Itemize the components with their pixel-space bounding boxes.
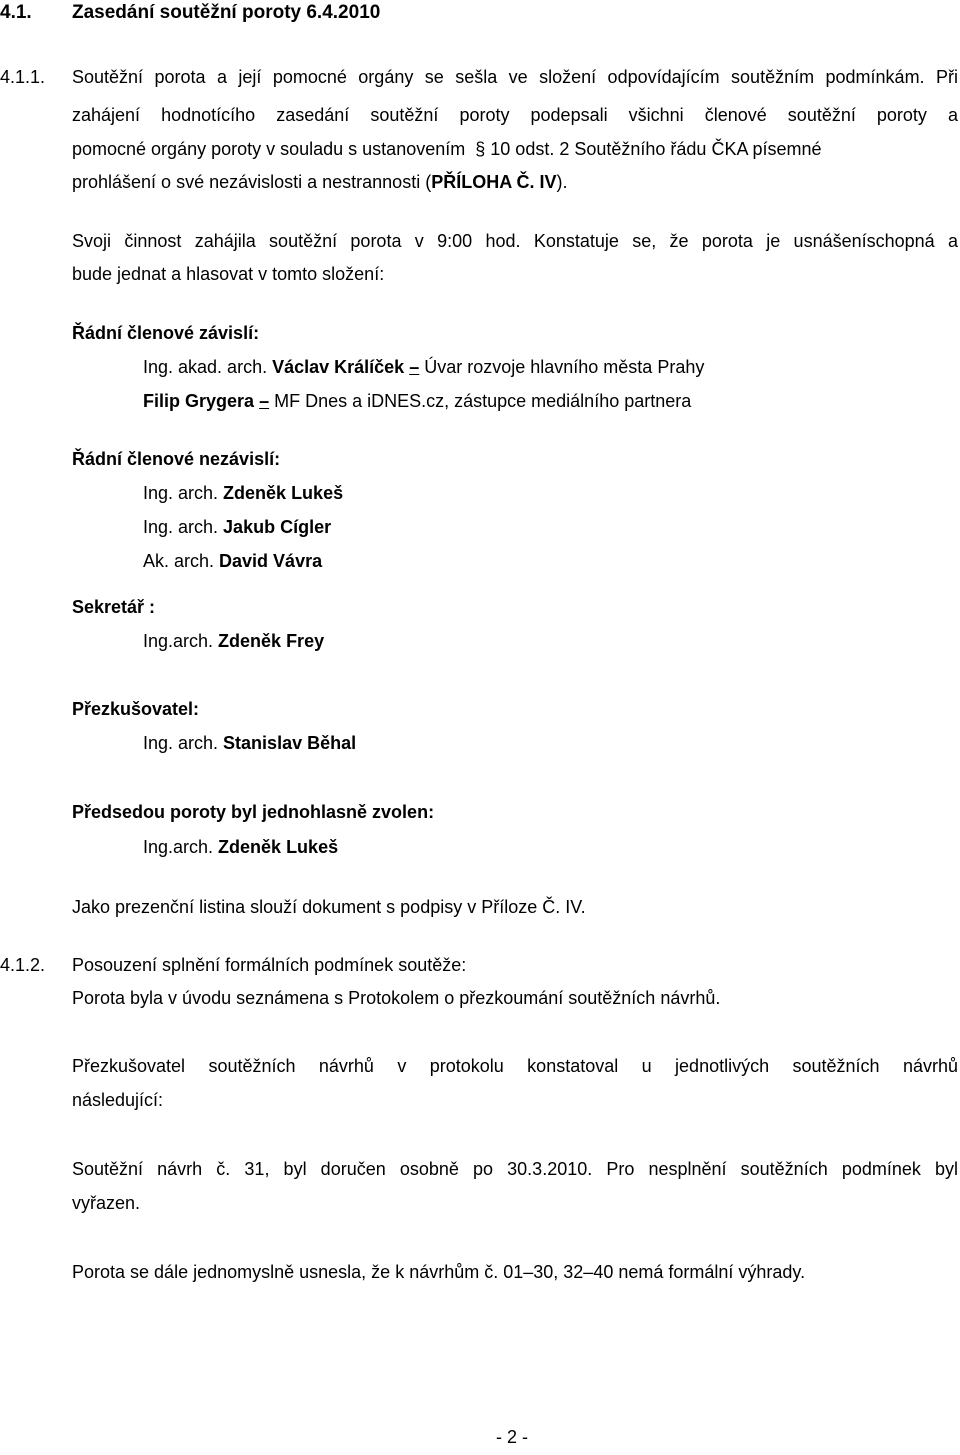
paragraph-line: zahájení hodnotícího zasedání soutěžní poroty podepsali všichni členové soutěžní poroty a (72, 105, 958, 125)
chair-label: Předsedou poroty byl jednohlasně zvolen: (72, 802, 435, 822)
member-row (143, 732, 356, 754)
subsection-number: 4.1.2. (0, 955, 46, 975)
paragraph-line: Svoji činnost zahájila soutěžní porota v 9:00 hod. Konstatuje se, že porota je usnášeníschopná a (72, 231, 958, 251)
member-row (143, 550, 322, 572)
member-row (143, 482, 343, 504)
reviewer-label: Přezkušovatel: (72, 699, 200, 719)
member-title: Ing.arch. (143, 837, 219, 857)
subsection-title: Posouzení splnění formálních podmínek soutěže: (72, 955, 467, 975)
member-name: Václav Králíček (272, 357, 405, 377)
member-title: Ing. arch. (143, 733, 224, 753)
paragraph-line: Soutěžní návrh č. 31, byl doručen osobně po 30.3.2010. Pro nesplnění soutěžních podmínek byl (72, 1159, 958, 1179)
subsection-number: 4.1.1. (0, 67, 46, 87)
member-name: Stanislav Běhal (223, 733, 357, 753)
member-title: Ing. arch. (143, 483, 224, 503)
line-text: pomocné orgány poroty v souladu s ustanovením (72, 139, 466, 159)
paragraph-line (72, 138, 822, 160)
member-title: Ing. akad. arch. (143, 357, 273, 377)
dash: – (409, 357, 420, 377)
member-name: Zdeněk Lukeš (223, 483, 344, 503)
paragraph-line: Soutěžní porota a její pomocné orgány se sešla ve složení odpovídajícím soutěžním podmínkám. Při (72, 67, 958, 87)
dash: – (259, 391, 270, 411)
attachment-ref: PŘÍLOHA Č. IV (431, 172, 557, 192)
member-title: Ak. arch. (143, 551, 220, 571)
paragraph-line: Porota byla v úvodu seznámena s Protokolem o přezkoumání soutěžních návrhů. (72, 988, 721, 1008)
member-row (143, 630, 324, 652)
paragraph-line: Přezkušovatel soutěžních návrhů v protokolu konstatoval u jednotlivých soutěžních návrhů (72, 1056, 958, 1076)
member-row (143, 356, 704, 378)
secretary-label: Sekretář : (72, 597, 156, 617)
paragraph-line: vyřazen. (72, 1193, 141, 1213)
paragraph-line: následující: (72, 1090, 164, 1110)
member-row (143, 516, 331, 538)
member-role: Úvar rozvoje hlavního města Prahy (419, 357, 705, 377)
paragraph-line: Porota se dále jednomyslně usnesla, že k návrhům č. 01–30, 32–40 nemá formální výhrady. (72, 1262, 806, 1282)
member-role: MF Dnes a iDNES.cz, zástupce mediálního partnera (269, 391, 692, 411)
member-name: Zdeněk Lukeš (218, 837, 339, 857)
member-title: Ing.arch. (143, 631, 219, 651)
member-name: Jakub Cígler (223, 517, 332, 537)
dependent-members-label: Řádní členové závislí: (72, 323, 260, 343)
member-name: Zdeněk Frey (218, 631, 325, 651)
page-number: - 2 - (496, 1427, 529, 1447)
paragraph-line (72, 171, 568, 193)
line-text: prohlášení o své nezávislosti a nestrannosti ( (72, 172, 432, 192)
section-sign: § (475, 139, 486, 159)
independent-members-label: Řádní členové nezávislí: (72, 449, 281, 469)
member-name: David Vávra (219, 551, 323, 571)
attendance-note: Jako prezenční listina slouží dokument s podpisy v Příloze Č. IV. (72, 897, 586, 917)
paragraph-line: bude jednat a hlasovat v tomto složení: (72, 264, 385, 284)
member-row (143, 836, 338, 858)
section-number: 4.1. (0, 2, 32, 23)
member-name: Filip Grygera (143, 391, 255, 411)
line-text: 10 odst. 2 Soutěžního řádu ČKA písemné (490, 139, 822, 159)
member-title: Ing. arch. (143, 517, 224, 537)
section-title: Zasedání soutěžní poroty 6.4.2010 (72, 2, 381, 23)
line-text: ). (556, 172, 568, 192)
member-row (143, 390, 691, 412)
